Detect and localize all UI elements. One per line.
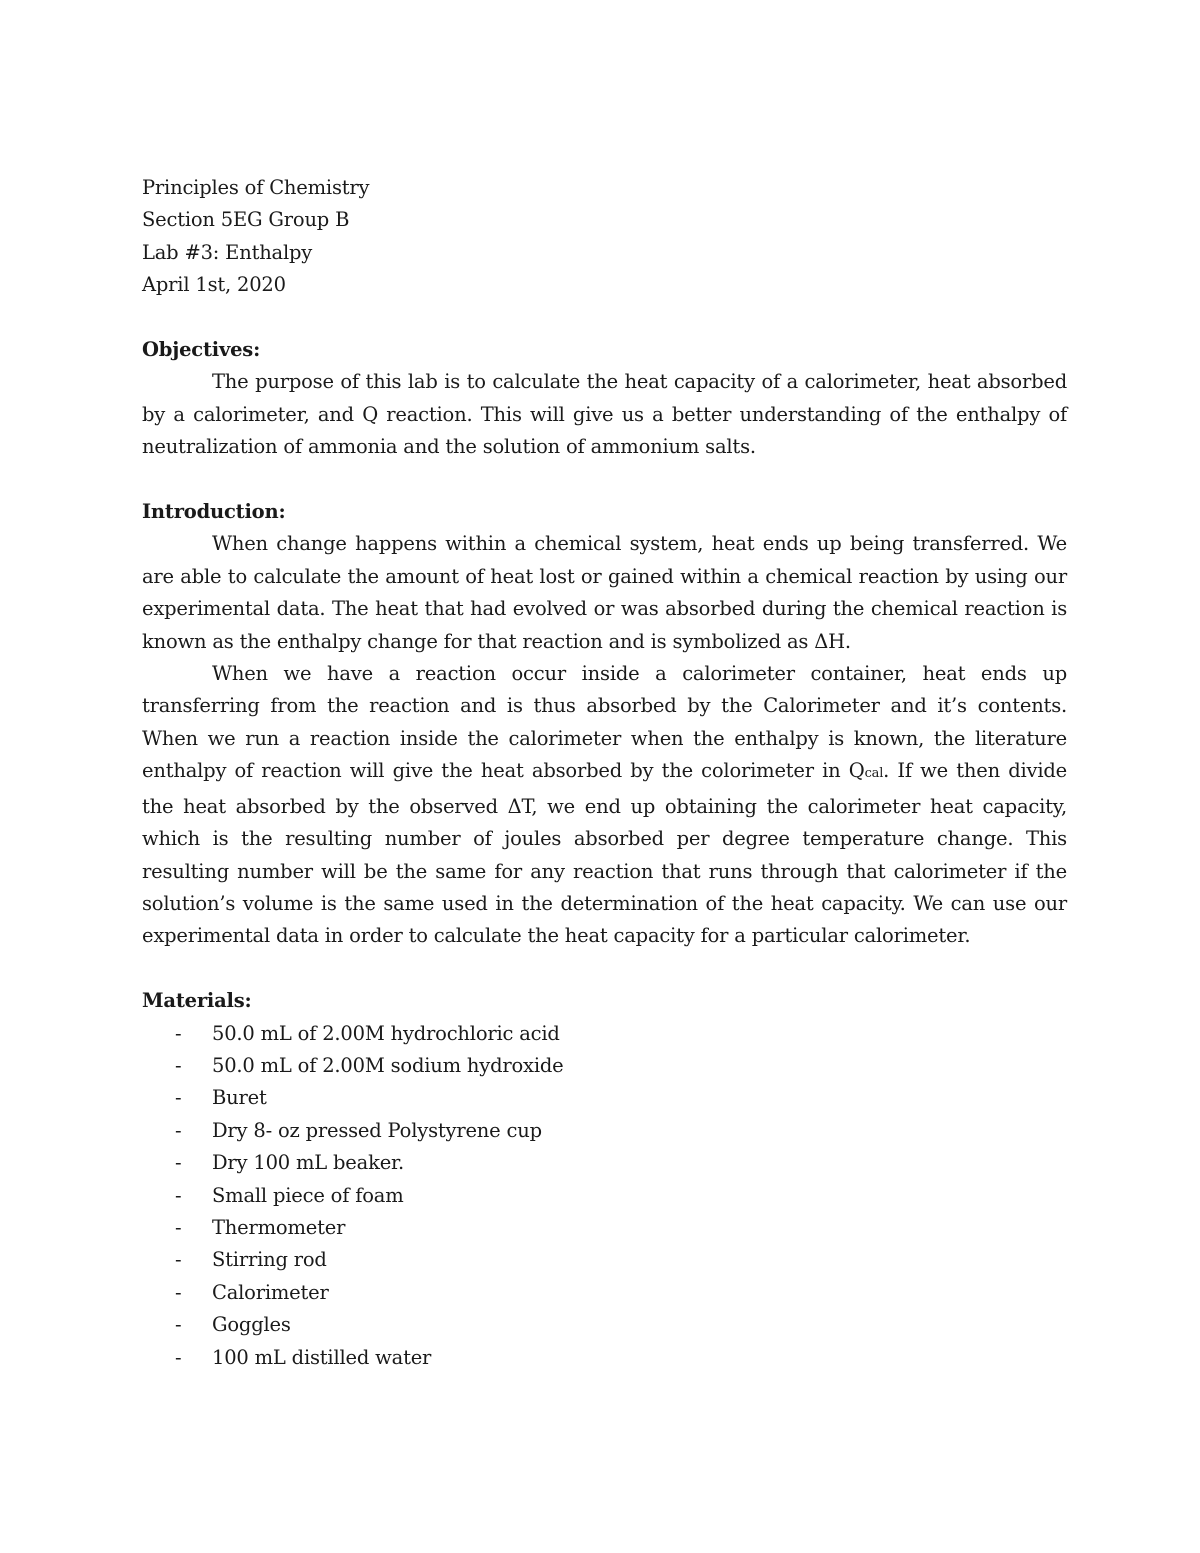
introduction-paragraph-2: [142, 658, 1067, 953]
objectives-heading: Objectives:: [142, 338, 261, 362]
list-item: - Thermometer: [142, 1212, 1067, 1244]
section-group: Section 5EG Group B: [142, 208, 350, 232]
spacer: [142, 464, 1067, 496]
list-bullet: -: [175, 1313, 182, 1337]
materials-heading: Materials:: [142, 989, 252, 1013]
list-bullet: -: [175, 1021, 182, 1045]
list-item: - Small piece of foam: [142, 1180, 1067, 1212]
list-bullet: -: [175, 1086, 182, 1110]
spacer: [142, 302, 1067, 334]
list-bullet: -: [175, 1248, 182, 1272]
list-item: - Buret: [142, 1082, 1067, 1114]
lab-title: Lab #3: Enthalpy: [142, 240, 313, 264]
list-bullet: -: [175, 1345, 182, 1369]
document-content: [142, 172, 1067, 1374]
objectives-paragraph: The purpose of this lab is to calculate the heat capacity of a calorimeter, heat absorbed by a calorimeter, and Q reaction. This will give us a better understanding of the enthalpy of neutralization of ammonia and the solution of ammonium salts.: [142, 370, 1067, 459]
list-item: - 50.0 mL of 2.00M sodium hydroxide: [142, 1050, 1067, 1082]
list-bullet: -: [175, 1053, 182, 1077]
list-item: - 50.0 mL of 2.00M hydrochloric acid: [142, 1018, 1067, 1050]
paragraph-2-text-after: . If we then divide the heat absorbed by the observed ΔT, we end up obtaining the calorimeter heat capacity, which is the resulting number of joules absorbed per degree temperature change. This resulting number will be the same for any reaction that runs through that calorimeter if the solution’s volume is the same used in the determination of the heat capacity. We can use our experimental data in order to calculate the heat capacity for a particular calorimeter.: [142, 759, 1067, 948]
list-bullet: -: [175, 1183, 182, 1207]
lab-date: April 1st, 2020: [142, 273, 286, 297]
list-bullet: -: [175, 1151, 182, 1175]
list-bullet: -: [175, 1280, 182, 1304]
spacer: [142, 953, 1067, 985]
introduction-heading: Introduction:: [142, 500, 286, 524]
list-item: - 100 mL distilled water: [142, 1342, 1067, 1374]
course-title: Principles of Chemistry: [142, 176, 370, 199]
list-bullet: -: [175, 1118, 182, 1142]
list-item: - Dry 8- oz pressed Polystyrene cup: [142, 1115, 1067, 1147]
introduction-paragraph-1: When change happens within a chemical system, heat ends up being transferred. We are able to calculate the amount of heat lost or gained within a chemical reaction by using our experimental data. The heat that had evolved or was absorbed during the chemical reaction is known as the enthalpy change for that reaction and is symbolized as ΔH.: [142, 532, 1067, 653]
list-item: - Calorimeter: [142, 1277, 1067, 1309]
materials-list: [142, 1018, 1067, 1374]
q-cal-subscript: cal: [864, 766, 884, 782]
list-item: - Goggles: [142, 1309, 1067, 1341]
list-item: - Dry 100 mL beaker.: [142, 1147, 1067, 1179]
paragraph-2-text-before: When we have a reaction occur inside a calorimeter container, heat ends up transferring from the reaction and is thus absorbed by the Calorimeter and it’s contents. When we run a reaction inside the calorimeter when the enthalpy is known, the literature enthalpy of reaction will give the heat absorbed by the colorimeter in Q: [142, 662, 1067, 783]
list-item: - Stirring rod: [142, 1244, 1067, 1276]
list-bullet: -: [175, 1215, 182, 1239]
